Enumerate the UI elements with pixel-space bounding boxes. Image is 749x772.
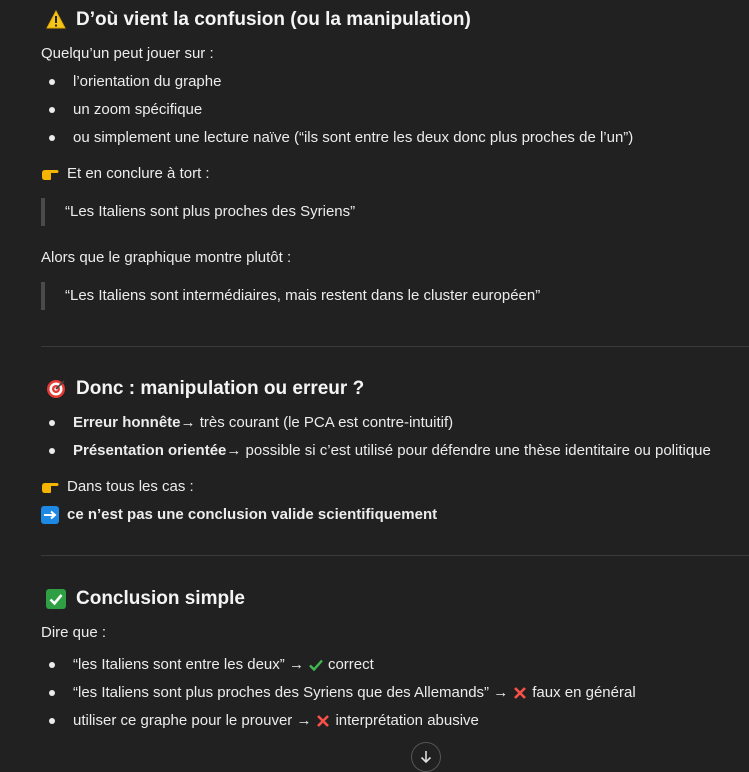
list-item: l’orientation du graphe xyxy=(41,68,749,96)
bullet-list xyxy=(41,651,749,735)
section-heading-conclusion xyxy=(45,579,749,619)
item-result: correct xyxy=(327,655,374,673)
bullet-list xyxy=(41,68,749,152)
check-box-icon xyxy=(45,588,67,610)
item-result: faux en général xyxy=(532,683,636,701)
list-item xyxy=(41,409,749,437)
list-item: ou simplement une lecture naïve (“ils sont entre les deux donc plus proches de l’un”) xyxy=(41,124,749,152)
blockquote: “Les Italiens sont intermédiaires, mais restent dans le cluster européen” xyxy=(41,282,749,310)
section-title: D’où vient la confusion (ou la manipulation) xyxy=(76,8,471,30)
divider xyxy=(41,346,749,347)
divider xyxy=(41,555,749,556)
list-item xyxy=(41,437,749,465)
pointing-hand-icon xyxy=(41,478,61,496)
item-text: “les Italiens sont plus proches des Syriens que des Allemands” → xyxy=(73,683,509,701)
list-item xyxy=(41,651,749,679)
section-heading-confusion xyxy=(45,0,749,40)
section-heading-manipulation xyxy=(45,369,749,409)
pointing-hand-icon xyxy=(41,165,61,183)
conclude-text xyxy=(41,160,749,188)
verdict-label: ce n’est pas une conclusion valide scientifiquement xyxy=(67,505,438,523)
item-result: interprétation abusive xyxy=(335,711,479,729)
item-text: utiliser ce graphe pour le prouver → xyxy=(73,711,312,729)
item-bold: Erreur honnête xyxy=(73,413,181,431)
item-text: “les Italiens sont entre les deux” → xyxy=(73,655,304,673)
item-rest: → très courant (le PCA est contre-intuitif) xyxy=(180,413,454,431)
blockquote: “Les Italiens sont plus proches des Syriens” xyxy=(41,198,749,226)
cross-mark-icon xyxy=(512,685,528,701)
intro-text: Dire que : xyxy=(41,623,107,641)
whereas-text: Alors que le graphique montre plutôt : xyxy=(41,248,292,266)
section-title: Donc : manipulation ou erreur ? xyxy=(76,377,365,399)
scroll-down-button[interactable] xyxy=(411,742,441,772)
all-cases-label: Dans tous les cas : xyxy=(67,477,194,495)
intro-text: Quelqu’un peut jouer sur : xyxy=(41,44,214,62)
cross-mark-icon xyxy=(315,713,331,729)
section-title: Conclusion simple xyxy=(76,587,245,609)
right-arrow-box-icon xyxy=(41,506,61,524)
conclude-label: Et en conclure à tort : xyxy=(67,164,210,182)
all-cases-text xyxy=(41,473,749,501)
list-item xyxy=(41,707,749,735)
target-icon xyxy=(45,378,67,400)
message-content xyxy=(41,0,749,735)
bullet-list xyxy=(41,409,749,465)
verdict-text xyxy=(41,501,749,529)
check-mark-icon xyxy=(308,657,324,673)
list-item xyxy=(41,679,749,707)
warning-icon xyxy=(45,9,67,31)
list-item: un zoom spécifique xyxy=(41,96,749,124)
item-rest: → possible si c’est utilisé pour défendre une thèse identitaire ou politique xyxy=(226,441,711,459)
item-bold: Présentation orientée xyxy=(73,441,227,459)
